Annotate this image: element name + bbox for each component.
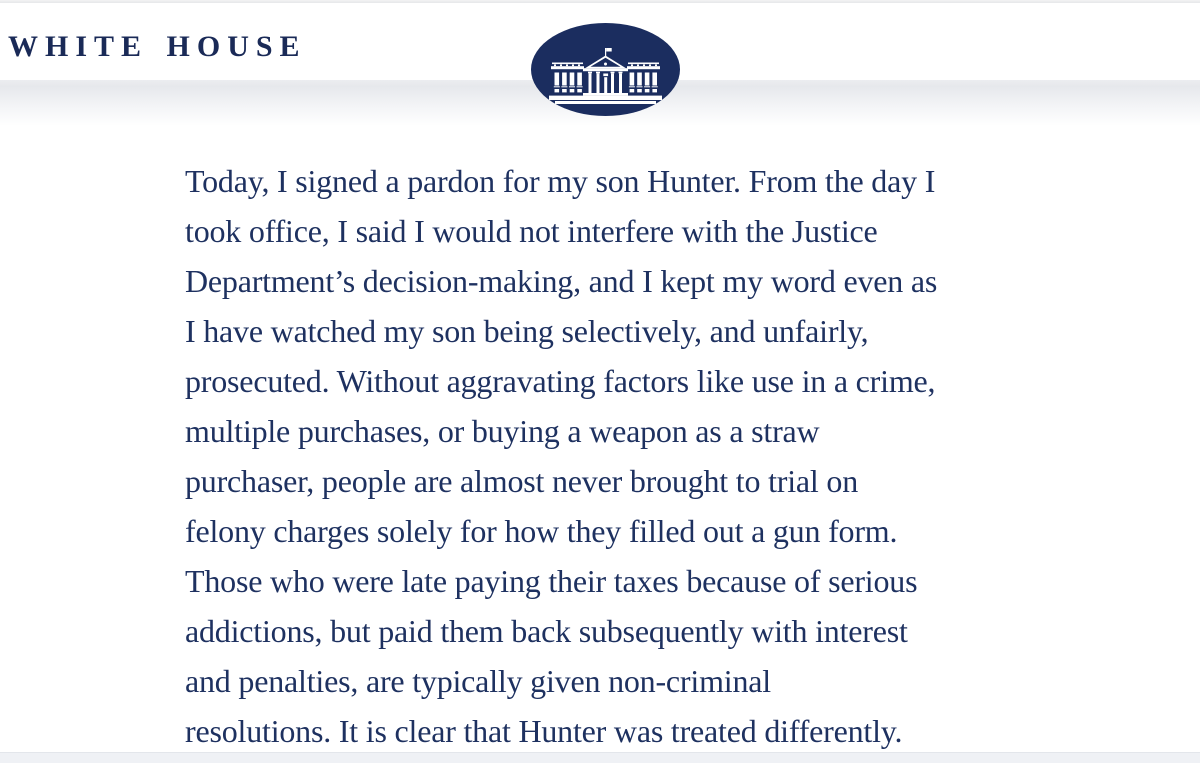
statement-line: Today, I signed a pardon for my son Hunter. From the day I <box>185 163 936 199</box>
statement-line: and penalties, are typically given non-criminal <box>185 663 771 699</box>
statement-line: Department’s decision-making, and I kept my word even as <box>185 263 938 299</box>
next-section-edge <box>0 752 1200 763</box>
statement-line: felony charges solely for how they filled out a gun form. <box>185 513 898 549</box>
statement-line: purchaser, people are almost never brought to trial on <box>185 463 859 499</box>
statement-line: resolutions. It is clear that Hunter was treated differently. <box>185 713 903 749</box>
site-wordmark[interactable]: WHITE HOUSE <box>8 30 307 63</box>
statement-line: Those who were late paying their taxes because of serious <box>185 563 918 599</box>
statement-line: took office, I said I would not interfere with the Justice <box>185 213 878 249</box>
statement-line: multiple purchases, or buying a weapon as a straw <box>185 413 820 449</box>
statement-line: prosecuted. Without aggravating factors like use in a crime, <box>185 363 936 399</box>
statement-body <box>185 156 1015 756</box>
white-house-logo-link[interactable] <box>531 23 680 116</box>
statement-line: addictions, but paid them back subsequently with interest <box>185 613 908 649</box>
white-house-seal-icon <box>531 23 680 116</box>
statement-line: I have watched my son being selectively, and unfairly, <box>185 313 869 349</box>
